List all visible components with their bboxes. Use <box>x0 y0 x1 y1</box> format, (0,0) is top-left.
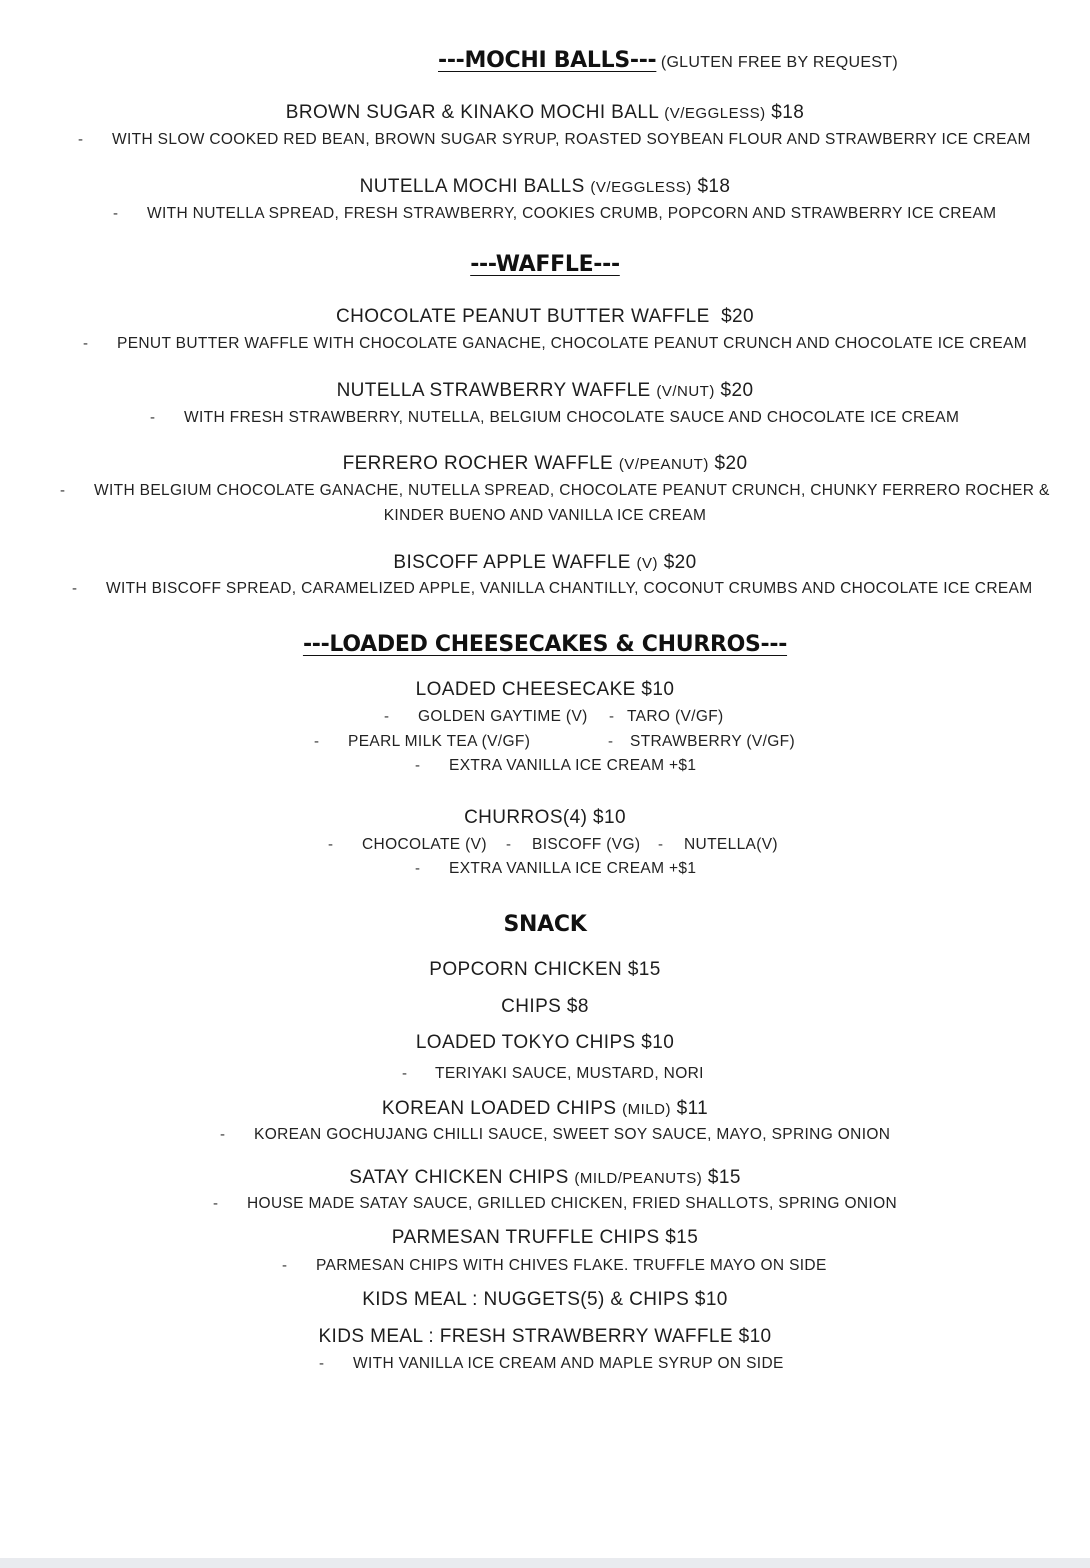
cheesecakes-section-title: ---LOADED CHEESECAKES & CHURROS--- <box>302 632 788 657</box>
mochi-section-note: (GLUTEN FREE BY REQUEST) <box>660 54 898 71</box>
menu-item-tokyo-chips: LOADED TOKYO CHIPS $10 <box>415 1032 675 1053</box>
menu-item-churros: CHURROS(4) $10 <box>464 807 626 828</box>
item-description: PENUT BUTTER WAFFLE WITH CHOCOLATE GANACHE, CHOCOLATE PEANUT CRUNCH AND CHOCOLATE ICE CREAM <box>117 335 1027 352</box>
item-price: $20 <box>663 552 697 573</box>
menu-item-satay-chips <box>0 1167 1090 1189</box>
menu-item-biscoff-waffle <box>0 552 1090 574</box>
item-price: $18 <box>697 176 731 197</box>
bullet-dash: - <box>220 1126 225 1143</box>
item-price: $15 <box>707 1167 741 1188</box>
option-pearl-milk-tea: PEARL MILK TEA (V/GF) <box>348 733 531 750</box>
item-price: $20 <box>720 380 754 401</box>
menu-item-popcorn-chicken: POPCORN CHICKEN $15 <box>429 959 661 980</box>
bullet-dash: - <box>506 836 511 853</box>
menu-item-korean-chips <box>0 1098 1090 1120</box>
item-description-line2: KINDER BUENO AND VANILLA ICE CREAM <box>383 507 707 524</box>
option-chocolate: CHOCOLATE (V) <box>362 836 487 853</box>
item-name: CHOCOLATE PEANUT BUTTER WAFFLE <box>335 306 710 327</box>
option-nutella: NUTELLA(V) <box>684 836 778 853</box>
bullet-dash: - <box>609 708 614 725</box>
item-description: WITH BISCOFF SPREAD, CARAMELIZED APPLE, VANILLA CHANTILLY, COCONUT CRUMBS AND CHOCOLATE ICE CREAM <box>106 580 1033 597</box>
menu-item-kids-waffle: KIDS MEAL : FRESH STRAWBERRY WAFFLE $10 <box>318 1326 772 1347</box>
item-tag: (MILD) <box>622 1101 671 1118</box>
item-tag: (V/EGGLESS) <box>664 105 766 122</box>
item-price: $18 <box>771 102 805 123</box>
bullet-dash: - <box>60 482 65 499</box>
item-name: BROWN SUGAR & KINAKO MOCHI BALL <box>285 102 659 123</box>
item-name: FERRERO ROCHER WAFFLE <box>342 453 614 474</box>
item-price: $20 <box>714 453 748 474</box>
item-tag: (V) <box>636 555 659 572</box>
bullet-dash: - <box>415 757 420 774</box>
mochi-section-header <box>438 48 898 73</box>
item-description: PARMESAN CHIPS WITH CHIVES FLAKE. TRUFFLE MAYO ON SIDE <box>316 1257 827 1274</box>
item-name: KOREAN LOADED CHIPS <box>381 1098 617 1119</box>
bullet-dash: - <box>213 1195 218 1212</box>
option-extra-ice-cream: EXTRA VANILLA ICE CREAM +$1 <box>449 860 697 877</box>
option-strawberry: STRAWBERRY (V/GF) <box>630 733 795 750</box>
item-description-line1: WITH BELGIUM CHOCOLATE GANACHE, NUTELLA SPREAD, CHOCOLATE PEANUT CRUNCH, CHUNKY FERRERO ROCHER & <box>94 482 1050 499</box>
mochi-section-title: ---MOCHI BALLS--- <box>438 48 657 73</box>
item-description: WITH SLOW COOKED RED BEAN, BROWN SUGAR SYRUP, ROASTED SOYBEAN FLOUR AND STRAWBERRY ICE CREAM <box>112 131 1031 148</box>
item-description: HOUSE MADE SATAY SAUCE, GRILLED CHICKEN, FRIED SHALLOTS, SPRING ONION <box>247 1195 898 1212</box>
item-name: BISCOFF APPLE WAFFLE <box>393 552 631 573</box>
item-tag: (MILD/PEANUTS) <box>574 1170 703 1187</box>
bullet-dash: - <box>72 580 77 597</box>
bullet-dash: - <box>319 1355 324 1372</box>
menu-item-chips: CHIPS $8 <box>501 996 589 1017</box>
option-taro: TARO (V/GF) <box>627 708 724 725</box>
item-description: KOREAN GOCHUJANG CHILLI SAUCE, SWEET SOY SAUCE, MAYO, SPRING ONION <box>254 1126 891 1143</box>
item-tag: (V/EGGLESS) <box>590 179 692 196</box>
item-description: WITH FRESH STRAWBERRY, NUTELLA, BELGIUM CHOCOLATE SAUCE AND CHOCOLATE ICE CREAM <box>184 409 960 426</box>
bullet-dash: - <box>402 1065 407 1082</box>
page-bottom-edge <box>0 1558 1090 1568</box>
menu-item-loaded-cheesecake: LOADED CHEESECAKE $10 <box>415 679 675 700</box>
snack-section-title: SNACK <box>503 912 587 937</box>
item-name: NUTELLA MOCHI BALLS <box>359 176 585 197</box>
waffle-section-title: ---WAFFLE--- <box>470 252 620 277</box>
menu-item-parmesan-chips: PARMESAN TRUFFLE CHIPS $15 <box>391 1227 699 1248</box>
menu-item-nutella-waffle <box>0 380 1090 402</box>
menu-item-ferrero-waffle <box>0 453 1090 475</box>
bullet-dash: - <box>314 733 319 750</box>
option-biscoff: BISCOFF (VG) <box>532 836 641 853</box>
menu-item-choc-pb-waffle <box>0 306 1090 328</box>
option-extra-ice-cream: EXTRA VANILLA ICE CREAM +$1 <box>449 757 697 774</box>
bullet-dash: - <box>83 335 88 352</box>
bullet-dash: - <box>328 836 333 853</box>
item-description: TERIYAKI SAUCE, MUSTARD, NORI <box>435 1065 704 1082</box>
item-name: SATAY CHICKEN CHIPS <box>349 1167 569 1188</box>
bullet-dash: - <box>113 205 118 222</box>
item-description: WITH NUTELLA SPREAD, FRESH STRAWBERRY, COOKIES CRUMB, POPCORN AND STRAWBERRY ICE CREAM <box>147 205 997 222</box>
bullet-dash: - <box>282 1257 287 1274</box>
bullet-dash: - <box>78 131 83 148</box>
bullet-dash: - <box>384 708 389 725</box>
menu-item-brown-sugar-mochi <box>0 102 1090 124</box>
cheesecakes-section-header <box>0 632 1090 657</box>
bullet-dash: - <box>658 836 663 853</box>
bullet-dash: - <box>608 733 613 750</box>
item-name: NUTELLA STRAWBERRY WAFFLE <box>336 380 651 401</box>
item-tag: (V/NUT) <box>656 383 715 400</box>
item-description: WITH VANILLA ICE CREAM AND MAPLE SYRUP ON SIDE <box>353 1355 784 1372</box>
menu-item-kids-nuggets: KIDS MEAL : NUGGETS(5) & CHIPS $10 <box>362 1289 728 1310</box>
item-tag: (V/PEANUT) <box>618 456 709 473</box>
bullet-dash: - <box>415 860 420 877</box>
bullet-dash: - <box>150 409 155 426</box>
item-price: $11 <box>676 1098 709 1119</box>
menu-item-nutella-mochi <box>0 176 1090 198</box>
waffle-section-header <box>0 252 1090 277</box>
option-golden-gaytime: GOLDEN GAYTIME (V) <box>418 708 588 725</box>
item-price: $20 <box>721 306 754 327</box>
